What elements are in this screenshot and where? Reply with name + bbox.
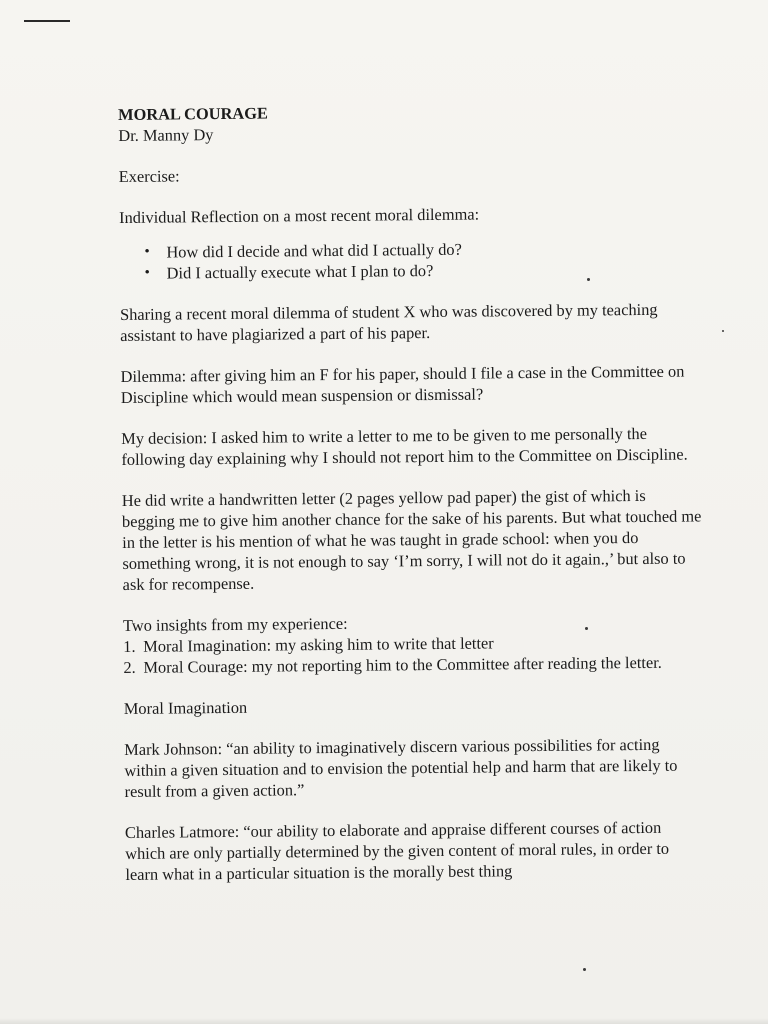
insight-text: Moral Courage: my not reporting him to the Committee after reading the letter. (143, 652, 662, 677)
document-author: Dr. Manny Dy (118, 125, 214, 145)
insight-number: 2. (123, 657, 136, 677)
insight-item (123, 651, 703, 678)
insights-section (123, 609, 704, 678)
list-item (145, 257, 700, 283)
sharing-paragraph: Sharing a recent moral dilemma of student X who was discovered by my teaching assistant to have plagiarized a part of his paper. (119, 299, 658, 345)
reflection-questions (119, 236, 699, 284)
insights-heading: Two insights from my experience: (122, 613, 348, 635)
list-item-text: How did I decide and what did I actually do? (166, 239, 462, 262)
johnson-quote: Mark Johnson: “an ability to imaginatively discern various possibilities for acting within a given situation and to envision the potential help and harm that are likely to result from a given action.” (124, 734, 678, 801)
document-body (118, 98, 706, 905)
list-item-text: Did I actually execute what I plan to do? (166, 260, 434, 283)
insight-number: 1. (123, 636, 136, 656)
scan-speck (583, 968, 586, 971)
letter-paragraph: He did write a handwritten letter (2 pages yellow pad paper) the gist of which is begging me to give him another chance for the sake of his parents. But what touched me in the letter is his mention of what he was taught in grade school: when you do something wrong, it is not enough to say ‘I’m sorry, I will not do it again.,’ but also to ask for recompense. (121, 485, 702, 594)
scan-speck (722, 330, 724, 332)
corner-rule-mark (24, 20, 70, 22)
bullet-icon: • (144, 264, 150, 281)
dilemma-paragraph: Dilemma: after giving him an F for his paper, should I file a case in the Committee on Discipline which would mean suspension or dismissal? (120, 361, 685, 407)
page-bottom-shadow (0, 1018, 768, 1024)
document-title: MORAL COURAGE (118, 103, 268, 124)
scan-speck (587, 278, 590, 281)
exercise-label: Exercise: (118, 166, 180, 186)
reflection-heading: Individual Reflection on a most recent moral dilemma: (118, 204, 480, 227)
insight-text: Moral Imagination: my asking him to write that letter (143, 633, 494, 656)
latmore-quote: Charles Latmore: “our ability to elaborate and appraise different courses of action which are only partially determined by the given content of moral rules, in order to learn what in a particular situation is the morally best thing (124, 817, 670, 884)
decision-paragraph: My decision: I asked him to write a letter to me to be given to me personally the following day explaining why I should not report him to the Committee on Discipline. (121, 423, 688, 469)
scan-speck (585, 627, 588, 630)
bullet-icon: • (144, 243, 150, 260)
moral-imagination-heading: Moral Imagination (123, 697, 248, 718)
